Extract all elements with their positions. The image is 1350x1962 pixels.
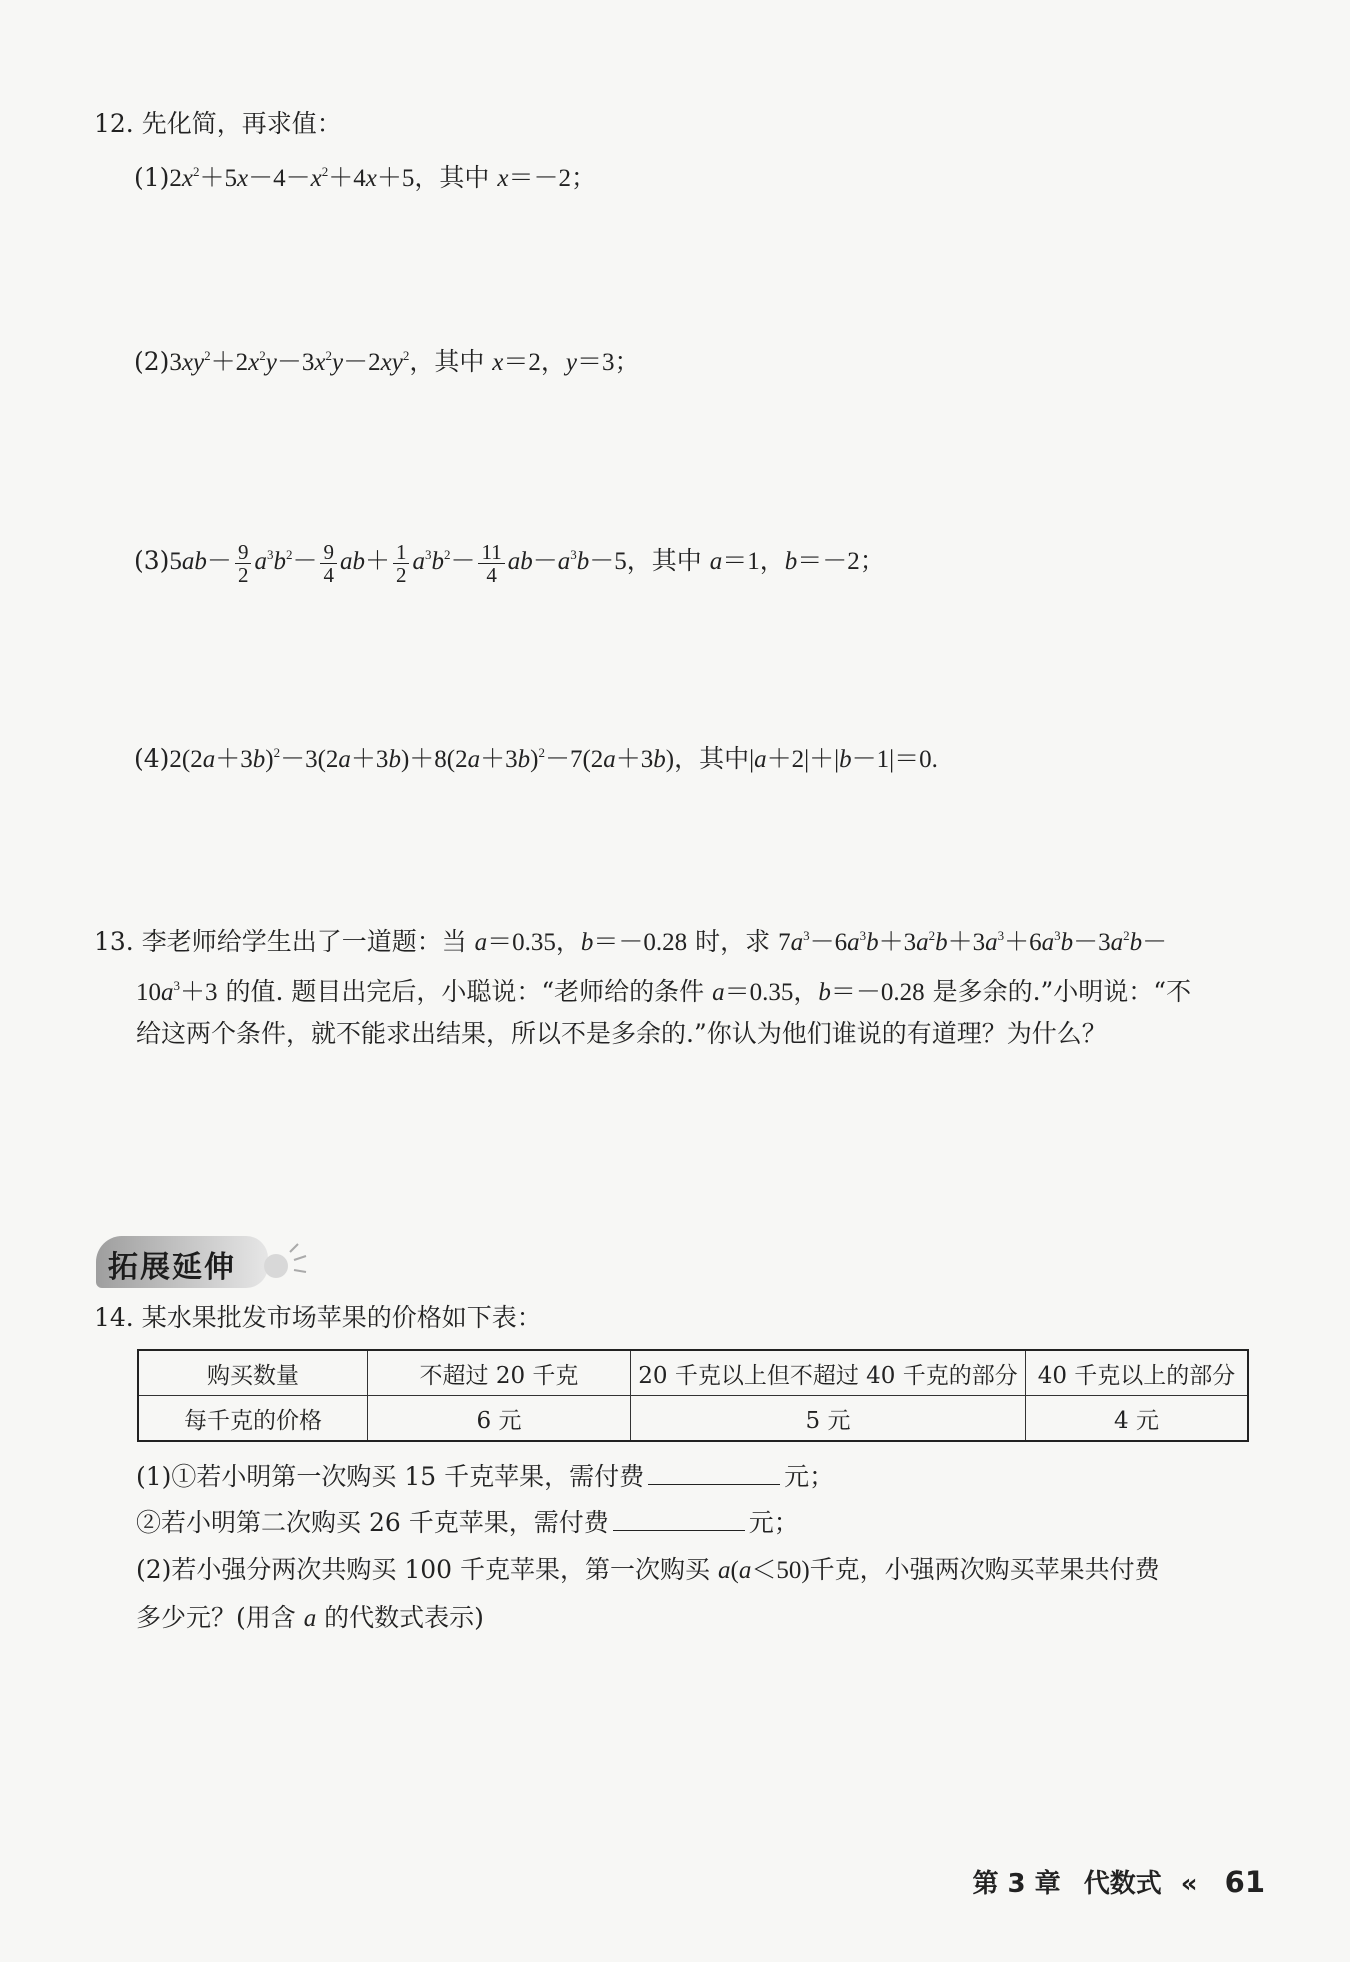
q12-part4-where: ，其中 (674, 744, 750, 773)
q14-part2-line2 (136, 1600, 484, 1637)
q12-part2-label: (2) (134, 347, 170, 376)
q12-part3-label: (3) (134, 546, 170, 575)
page-footer (972, 1863, 1265, 1900)
q12-part1 (134, 154, 596, 197)
table-cell: 每千克的价格 (138, 1396, 368, 1442)
q14-text: 的代数式表示) (316, 1603, 484, 1632)
sparkle-icon (256, 1236, 316, 1288)
q13-text: 时，求 (687, 927, 779, 956)
double-chevron-left-icon: « (1180, 1869, 1198, 1899)
answer-blank[interactable] (613, 1504, 745, 1531)
q12-part2-where: ，其中 (409, 347, 493, 376)
q13-text: 13. 李老师给学生出了一道题：当 (94, 927, 475, 956)
table-cell: 4 元 (1026, 1396, 1249, 1442)
q14-title: 14. 某水果批发市场苹果的价格如下表： (94, 1303, 542, 1332)
table-cell: 购买数量 (138, 1350, 368, 1396)
page-number: 61 (1224, 1865, 1265, 1899)
q13-line1 (94, 918, 1167, 961)
q12-part3 (134, 530, 885, 587)
table-cell: 20 千克以上但不超过 40 千克的部分 (631, 1350, 1026, 1396)
table-cell: 40 千克以上的部分 (1026, 1350, 1249, 1396)
table-cell: 5 元 (631, 1396, 1026, 1442)
chapter-label: 第 3 章 (972, 1869, 1061, 1899)
q14-part1b (136, 1504, 799, 1541)
q12-part1-label: (1) (134, 163, 170, 192)
q14-part1a-unit: 元； (784, 1462, 835, 1491)
section-tag-extension (96, 1236, 276, 1288)
table-row (138, 1396, 1248, 1442)
table-cell: 6 元 (368, 1396, 631, 1442)
q12-part2-expression: $3xy^2+2x^2y-3x^2y-2xy^2$ (169, 348, 410, 376)
table-cell: 不超过 20 千克 (368, 1350, 631, 1396)
fraction: $\frac{9}{2}$ (235, 541, 252, 586)
q12-title: 12. 先化简，再求值： (94, 109, 342, 138)
table-row (138, 1350, 1248, 1396)
q12-part2-condition: x＝2，y＝3； (492, 349, 640, 376)
q14-part1b-unit: 元； (748, 1508, 799, 1537)
q13-text: 的值. 题目出完后，小聪说：“老师给的条件 (217, 977, 713, 1006)
chapter-title: 代数式 (1083, 1869, 1162, 1899)
q14-part1a-text: (1)①若小明第一次购买 15 千克苹果，需付费 (136, 1462, 645, 1491)
fraction: $\frac{9}{4}$ (320, 541, 337, 586)
fraction: $\frac{1}{2}$ (393, 541, 410, 586)
q12-part4-expression: $2(2a+3b)^2-3(2a+3b)+8(2a+3b)^2-7(2a+3b)$ (169, 745, 675, 773)
q14-text: 多少元？(用含 (136, 1603, 304, 1632)
q12-part3-where: ，其中 (626, 546, 710, 575)
q14-text: (2)若小强分两次共购买 100 千克苹果，第一次购买 (136, 1555, 718, 1584)
q13-expression-part2: $10a^3+3$ (136, 978, 218, 1006)
q14-part1a (136, 1458, 834, 1495)
q12-part4 (134, 735, 938, 778)
q12-part1-where: ，其中 (414, 163, 498, 192)
q12-part4-condition: |a＋2|＋|b－1|＝0. (749, 746, 938, 773)
fraction: $\frac{11}{4}$ (478, 541, 504, 586)
q14-variable: a (303, 1605, 317, 1632)
q14-text: 千克，小强两次购买苹果共付费 (809, 1555, 1160, 1584)
q14-part1b-text: ②若小明第二次购买 26 千克苹果，需付费 (136, 1508, 609, 1537)
q13-line3: 给这两个条件，就不能求出结果，所以不是多余的.”你认为他们谁说的有道理？为什么？ (136, 1019, 1107, 1048)
q13-line2 (136, 968, 1191, 1011)
q13-text: 是多余的.”小明说：“不 (924, 977, 1192, 1006)
q12-part1-expression: $2x^2+5x-4-x^2+4x+5$ (169, 164, 415, 192)
q14-part2-line1 (136, 1552, 1160, 1589)
q12-part1-condition: x＝－2； (497, 165, 596, 192)
price-table (137, 1349, 1249, 1442)
q13-expression-part1: $7a^3-6a^3b+3a^2b+3a^3+6a^3b-3a^2b-$ (778, 928, 1168, 956)
q12-part4-label: (4) (134, 744, 170, 773)
section-title: 拓展延伸 (108, 1250, 236, 1285)
answer-blank[interactable] (648, 1458, 780, 1485)
q13-condition: a＝0.35，b＝－0.28 (712, 979, 925, 1006)
q14-variable: a(a＜50) (717, 1557, 810, 1584)
q12-part3-condition: a＝1，b＝－2； (709, 548, 885, 575)
q12-part2 (134, 338, 640, 381)
q13-condition: a＝0.35，b＝－0.28 (474, 929, 688, 956)
q12-part3-expression: 5ab－ $\frac{9}{2}$ $a^3b^2-$ $\frac{9}{4}$ ab＋ $\frac{1}{2}$ $a^3b^2-$ $\frac{11}{4}$ $ab-a^3b-5$ (169, 539, 627, 587)
